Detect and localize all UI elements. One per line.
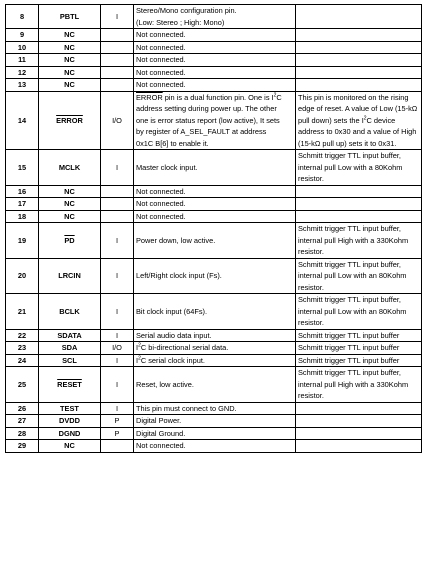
pin-number: 11 (6, 54, 39, 67)
pin-description-table (5, 4, 422, 453)
cell-line: Schmitt trigger TTL input buffer (298, 330, 400, 340)
pin-description (134, 329, 296, 342)
pin-number: 23 (6, 342, 39, 355)
table-row (6, 5, 422, 29)
cell-line: Schmitt trigger TTL input buffer, (298, 224, 401, 233)
cell-line: edge of reset. A value of Low (15-kΩ (298, 104, 418, 113)
pin-number: 28 (6, 427, 39, 440)
pin-description (134, 223, 296, 259)
cell-line: one is error status report (low active), It sets (136, 115, 280, 125)
table-row (6, 198, 422, 211)
pin-note (296, 79, 422, 92)
cell-line: resistor. (298, 391, 324, 400)
table-row (6, 415, 422, 428)
cell-line: Schmitt trigger TTL input buffer (298, 343, 400, 352)
pin-name: ERROR (39, 91, 101, 150)
pin-number: 24 (6, 354, 39, 367)
pin-name: TEST (39, 402, 101, 415)
pin-description (134, 91, 296, 150)
cell-line: internal pull High with a 330Kohm (298, 379, 409, 389)
pin-name: RESET (39, 367, 101, 403)
pin-note (296, 354, 422, 367)
pin-description (134, 440, 296, 453)
pin-name: MCLK (39, 150, 101, 186)
cell-line: Digital Power. (136, 416, 182, 425)
pin-name: SDATA (39, 329, 101, 342)
cell-line: Not connected. (136, 55, 186, 64)
cell-line: Schmitt trigger TTL input buffer, (298, 368, 401, 377)
table-row (6, 258, 422, 294)
pin-name: $\overline{PD}$ (39, 223, 101, 259)
pin-note (296, 29, 422, 42)
pin-io-type (101, 185, 134, 198)
pin-name: NC (39, 210, 101, 223)
cell-line: Power down, low active. (136, 235, 216, 245)
cell-line: by register of A_SEL_FAULT at address (136, 127, 267, 136)
pin-name: NC (39, 185, 101, 198)
pin-io-type (101, 41, 134, 54)
table-row (6, 91, 422, 150)
pin-io-type: I (101, 402, 134, 415)
cell-line: ERROR pin is a dual function pin. One is $I^2C$ (136, 92, 282, 102)
pin-note (296, 223, 422, 259)
pin-note (296, 54, 422, 67)
pin-note (296, 427, 422, 440)
pin-note (296, 150, 422, 186)
table-row (6, 427, 422, 440)
pin-description (134, 5, 296, 29)
pin-description (134, 79, 296, 92)
cell-line: (Low: Stereo ; High: Mono) (136, 17, 225, 27)
pin-description (134, 41, 296, 54)
pin-name: NC (39, 54, 101, 67)
cell-line: This pin must connect to GND. (136, 403, 237, 413)
pin-number: 21 (6, 294, 39, 330)
cell-line: resistor. (298, 282, 324, 292)
pin-io-type: P (101, 415, 134, 428)
cell-line: Schmitt trigger TTL input buffer, (298, 151, 401, 160)
pin-description (134, 29, 296, 42)
table-row (6, 29, 422, 42)
cell-line: internal pull Low with an 80Kohm (298, 271, 407, 280)
pin-name: NC (39, 29, 101, 42)
pin-description (134, 342, 296, 355)
table-row (6, 66, 422, 79)
cell-line: Digital Ground. (136, 428, 186, 438)
cell-line: address setting during power up. The other (136, 104, 277, 113)
table-row (6, 223, 422, 259)
cell-line: Not connected. (136, 186, 186, 196)
pin-name: LRCIN (39, 258, 101, 294)
pin-number: 14 (6, 91, 39, 150)
table-row (6, 41, 422, 54)
pin-number: 16 (6, 185, 39, 198)
pin-number: 19 (6, 223, 39, 259)
pin-note (296, 210, 422, 223)
cell-line: Not connected. (136, 67, 186, 77)
pin-note (296, 5, 422, 29)
cell-line: internal pull Low with an 80Kohm (298, 306, 407, 316)
pin-number: 8 (6, 5, 39, 29)
pin-note (296, 329, 422, 342)
table-row (6, 185, 422, 198)
table-row (6, 294, 422, 330)
pin-note (296, 41, 422, 54)
pin-name: DVDD (39, 415, 101, 428)
cell-line: Serial audio data input. (136, 330, 212, 340)
pin-note (296, 342, 422, 355)
cell-line: Not connected. (136, 211, 186, 221)
pin-note (296, 198, 422, 211)
pin-io-type: I (101, 223, 134, 259)
pin-note (296, 440, 422, 453)
pin-number: 25 (6, 367, 39, 403)
cell-line: Left/Right clock input (Fs). (136, 271, 222, 280)
pin-number: 22 (6, 329, 39, 342)
cell-line: Master clock input. (136, 162, 198, 172)
pin-io-type: P (101, 427, 134, 440)
pin-io-type (101, 54, 134, 67)
cell-line: resistor. (298, 174, 324, 183)
cell-line: Stereo/Mono configuration pin. (136, 6, 237, 15)
table-row (6, 210, 422, 223)
pin-description (134, 185, 296, 198)
pin-description (134, 415, 296, 428)
cell-line: $I^2C$ bi-directional serial data. (136, 342, 229, 352)
pin-io-type (101, 440, 134, 453)
pin-io-type (101, 66, 134, 79)
cell-line: internal pull High with a 330Kohm (298, 235, 409, 245)
pin-io-type (101, 210, 134, 223)
pin-note (296, 294, 422, 330)
pin-description (134, 294, 296, 330)
pin-io-type: I/O (101, 91, 134, 150)
pin-number: 12 (6, 66, 39, 79)
cell-line: Not connected. (136, 199, 186, 208)
cell-line: $I^2C$ serial clock input. (136, 355, 205, 365)
cell-line: Not connected. (136, 441, 186, 450)
cell-line: Schmitt trigger TTL input buffer, (298, 295, 401, 304)
pin-note (296, 185, 422, 198)
pin-description (134, 150, 296, 186)
cell-line: Bit clock input (64Fs). (136, 306, 208, 316)
cell-line: (15-kΩ pull up) sets it to 0x31. (298, 138, 397, 148)
pin-description (134, 54, 296, 67)
pin-io-type: I (101, 354, 134, 367)
pin-name: BCLK (39, 294, 101, 330)
pin-description (134, 66, 296, 79)
cell-line: resistor. (298, 247, 324, 256)
pin-table-body (6, 5, 422, 453)
table-row (6, 150, 422, 186)
pin-number: 26 (6, 402, 39, 415)
pin-name: SDA (39, 342, 101, 355)
cell-line: Schmitt trigger TTL input buffer (298, 355, 400, 365)
pin-number: 29 (6, 440, 39, 453)
pin-description (134, 210, 296, 223)
pin-io-type (101, 198, 134, 211)
cell-line: Not connected. (136, 42, 186, 52)
pin-number: 13 (6, 79, 39, 92)
pin-io-type: I (101, 5, 134, 29)
pin-note (296, 367, 422, 403)
pin-number: 20 (6, 258, 39, 294)
pin-description (134, 367, 296, 403)
cell-line: address to 0x30 and a value of High (298, 127, 417, 136)
pin-description (134, 258, 296, 294)
pin-name: NC (39, 66, 101, 79)
pin-number: 9 (6, 29, 39, 42)
pin-note (296, 258, 422, 294)
table-row (6, 367, 422, 403)
overlined-signal: ERROR (136, 92, 163, 102)
pin-description (134, 402, 296, 415)
pin-io-type: I (101, 329, 134, 342)
pin-name: NC (39, 79, 101, 92)
cell-line: internal pull Low with a 80Kohm (298, 162, 403, 172)
cell-line: pull down) sets the $I^2C$ device (298, 115, 396, 125)
cell-line: Not connected. (136, 80, 186, 89)
pin-name: NC (39, 440, 101, 453)
pin-io-type: I (101, 294, 134, 330)
pin-io-type: I (101, 258, 134, 294)
pin-io-type: I (101, 150, 134, 186)
pin-note (296, 402, 422, 415)
pin-note (296, 415, 422, 428)
pin-name: DGND (39, 427, 101, 440)
table-row (6, 79, 422, 92)
pin-name: SCL (39, 354, 101, 367)
cell-line: Not connected. (136, 30, 186, 39)
pin-name: NC (39, 198, 101, 211)
table-row (6, 329, 422, 342)
pin-number: 18 (6, 210, 39, 223)
pin-io-type: I/O (101, 342, 134, 355)
cell-line: 0x1C B[6] to enable it. (136, 138, 209, 148)
pin-name: NC (39, 41, 101, 54)
cell-line: resistor. (298, 318, 324, 327)
pin-description (134, 427, 296, 440)
pin-number: 27 (6, 415, 39, 428)
pin-name: PBTL (39, 5, 101, 29)
pin-note (296, 66, 422, 79)
cell-line: This pin is monitored on the rising (298, 92, 409, 102)
cell-line: Schmitt trigger TTL input buffer, (298, 259, 401, 269)
cell-line: Reset, low active. (136, 379, 194, 389)
table-row (6, 440, 422, 453)
pin-number: 10 (6, 41, 39, 54)
pin-io-type (101, 29, 134, 42)
pin-number: 17 (6, 198, 39, 211)
pin-note (296, 91, 422, 150)
table-row (6, 54, 422, 67)
pin-description (134, 354, 296, 367)
pin-io-type: I (101, 367, 134, 403)
pin-io-type (101, 79, 134, 92)
pin-number: 15 (6, 150, 39, 186)
table-row (6, 402, 422, 415)
table-row (6, 354, 422, 367)
pin-description (134, 198, 296, 211)
table-row (6, 342, 422, 355)
